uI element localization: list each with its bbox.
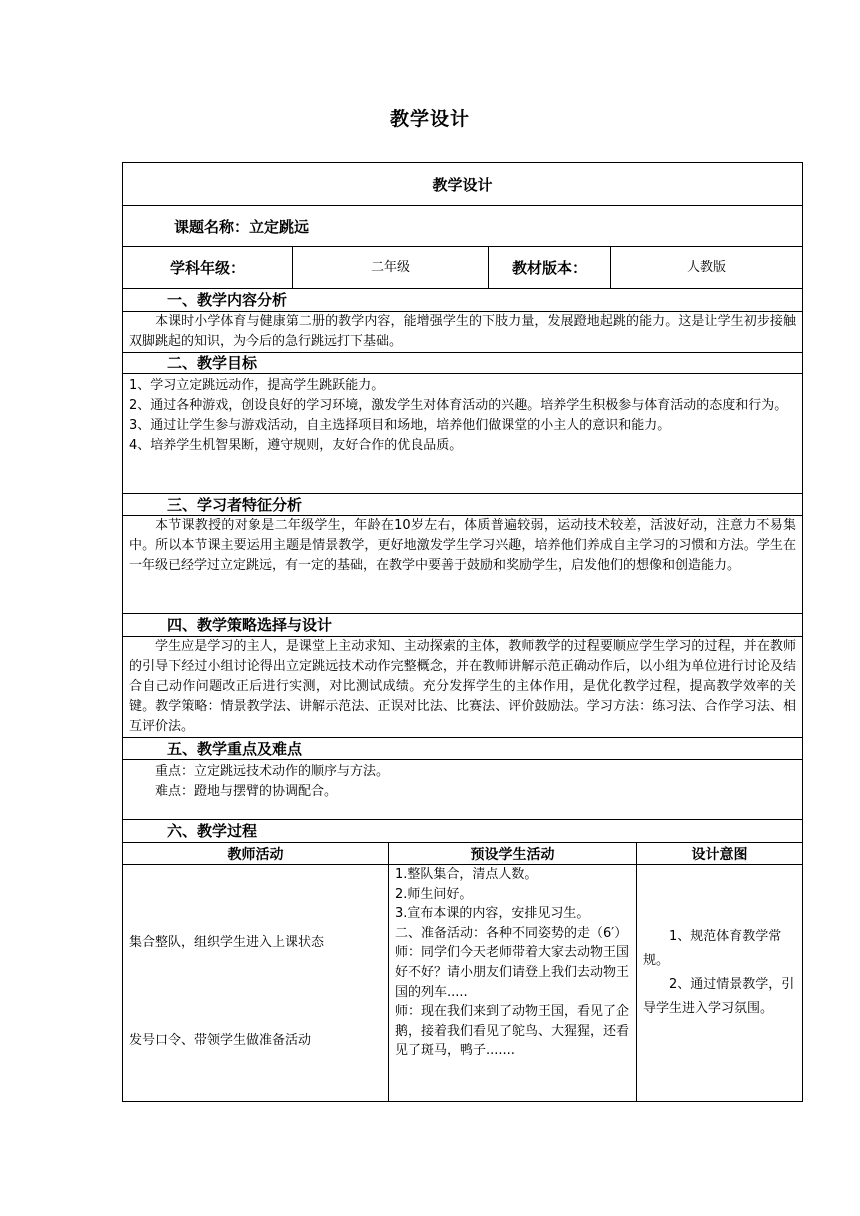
edition-value: 人教版 (686, 259, 726, 275)
table-header: 教学设计 (432, 175, 493, 194)
subject-value-cell (292, 247, 488, 288)
section-2-header (122, 352, 803, 373)
section-title: 六、教学过程 (167, 822, 258, 840)
student-line: 1.整队集合，清点人数。 (395, 867, 538, 882)
col-intent-cell (636, 843, 802, 864)
process-row (122, 864, 803, 1102)
subject-label: 学科年级： (169, 259, 245, 277)
section-title: 二、教学目标 (167, 354, 258, 372)
lesson-plan-table (122, 162, 803, 1102)
edition-label-cell (488, 247, 610, 288)
subject-value: 二年级 (370, 259, 410, 275)
col-student: 预设学生活动 (470, 846, 555, 863)
difficulty-point: 难点：蹬地与摆臂的协调配合。 (155, 784, 338, 799)
section-2-body (122, 373, 803, 493)
section-title: 四、教学策略选择与设计 (167, 616, 333, 634)
objective-item: 1、学习立定跳远动作，提高学生跳跃能力。 (129, 378, 385, 393)
intent-line: 1、规范体育教学常规。 (643, 929, 782, 968)
subject-label-cell (123, 247, 292, 288)
student-line: 3.宣布本课的内容，安排见习生。 (395, 906, 590, 922)
section-paragraph: 学生应是学习的主人，是课堂上主动求知、主动探索的主体，教师教学的过程要顺应学生学习的过程，并在教师的引导下经过小组讨论得出立定跳远技术动作完整概念，并在教师讲解示范正确动作后，以小组为单位进行讨论及结合自己动作问题改正后进行实测，对比测试成绩。充分发挥学生的主体作用，是优化教学过程，提高教学效率的关键。教学策略：情景教学法、讲解示范法、正误对比法、比赛法、评价鼓励法。学习方法：练习法、合作学习法、相互评价法。 (129, 639, 796, 734)
section-title: 三、学习者特征分析 (167, 496, 303, 514)
section-paragraph: 本课时小学体育与健康第二册的教学内容，能增强学生的下肢力量，发展蹬地起跳的能力。这是让学生初步接触双脚跳起的知识，为今后的急行跳远打下基础。 (129, 314, 796, 349)
section-6-header (122, 819, 803, 842)
process-header-row (122, 842, 803, 864)
topic-row (122, 205, 803, 246)
col-teacher: 教师活动 (227, 846, 284, 863)
intent-line: 2、通过情景教学，引导学生进入学习氛围。 (643, 977, 795, 1016)
col-student-cell (388, 843, 636, 864)
design-intent-cell (636, 865, 802, 1101)
col-teacher-cell (123, 843, 388, 864)
section-paragraph: 本节课教授的对象是二年级学生，年龄在10岁左右，体质普遍较弱，运动技术较差，活波好动，注意力不易集中。所以本节课主要运用主题是情景教学，更好地激发学生学习兴趣，培养他们养成自主学习的习惯和方法。学生在一年级已经学过立定跳远，有一定的基础，在教学中要善于鼓励和奖励学生，启发他们的想像和创造能力。 (129, 518, 796, 573)
student-line: 师：现在我们来到了动物王国，看见了企鹅，接着我们看见了鸵鸟、大猩猩，还看见了斑马，鸭子....... (395, 1004, 630, 1059)
section-title: 一、教学内容分析 (167, 291, 288, 309)
student-line: 2.师生问好。 (395, 886, 473, 902)
edition-value-cell (610, 247, 802, 288)
table-header-row (122, 162, 803, 205)
section-3-body (122, 515, 803, 613)
objective-item: 4、培养学生机智果断，遵守规则，友好合作的优良品质。 (129, 438, 463, 453)
section-5-body (122, 759, 803, 819)
teacher-item: 发号口令、带领学生做准备活动 (129, 1033, 312, 1048)
topic-label: 课题名称：立定跳远 (174, 218, 310, 236)
subject-row (122, 246, 803, 288)
edition-label: 教材版本： (511, 259, 587, 277)
col-intent: 设计意图 (691, 846, 748, 863)
teacher-activity-cell (123, 865, 388, 1101)
key-point: 重点：立定跳远技术动作的顺序与方法。 (155, 764, 390, 779)
section-5-header (122, 737, 803, 759)
student-line: 师：同学们今天老师带着大家去动物王国好不好？请小朋友们请登上我们去动物王国的列车..... (395, 945, 630, 1000)
section-3-header (122, 493, 803, 515)
teacher-item: 集合整队，组织学生进入上课状态 (129, 935, 325, 950)
section-1-body (122, 311, 803, 352)
page-title: 教学设计 (389, 108, 470, 130)
section-4-body (122, 636, 803, 737)
student-activity-cell (388, 865, 636, 1101)
objective-item: 3、通过让学生参与游戏活动，自主选择项目和场地，培养他们做课堂的小主人的意识和能力。 (129, 418, 671, 433)
section-title: 五、教学重点及难点 (167, 740, 303, 758)
section-4-header (122, 613, 803, 636)
section-1-header (122, 288, 803, 311)
objective-item: 2、通过各种游戏，创设良好的学习环境，激发学生对体育活动的兴趣。培养学生积极参与体育活动的态度和行为。 (129, 398, 788, 413)
student-line: 二、准备活动：各种不同姿势的走（6′） (395, 925, 628, 941)
